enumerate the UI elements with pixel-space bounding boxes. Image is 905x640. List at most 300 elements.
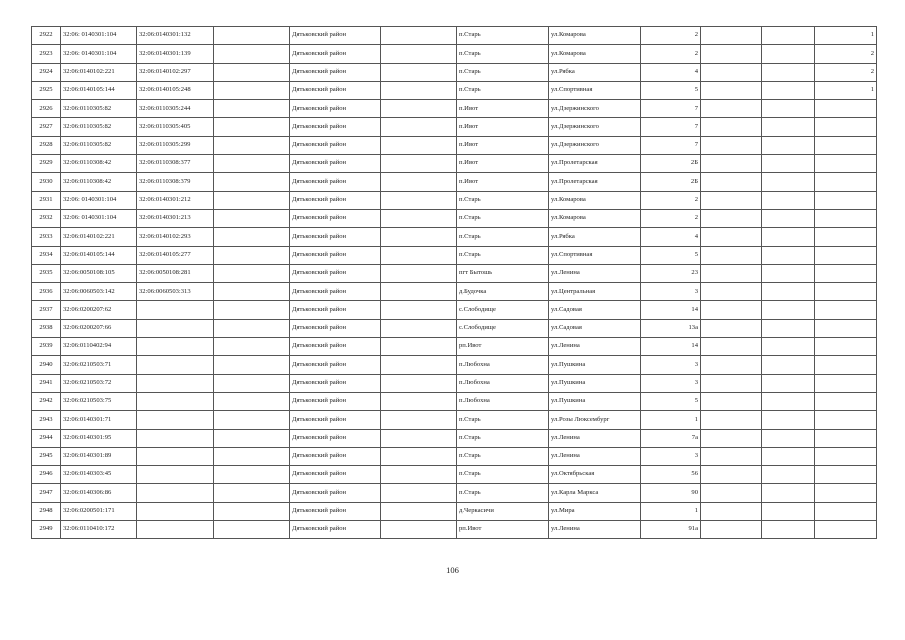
empty-cell xyxy=(381,246,457,264)
premises-cadastral-number-cell: 32:06:0060503:313 xyxy=(137,283,214,301)
empty-cell xyxy=(214,502,290,520)
district-cell: Дятьковский район xyxy=(290,136,381,154)
empty-cell xyxy=(381,173,457,191)
house-number-cell: 3 xyxy=(641,283,701,301)
locality-cell: п.Ивот xyxy=(457,118,549,136)
empty-cell xyxy=(381,81,457,99)
empty-cell xyxy=(214,246,290,264)
empty-cell xyxy=(701,301,762,319)
district-cell: Дятьковский район xyxy=(290,447,381,465)
empty-cell xyxy=(762,338,815,356)
locality-cell: п.Ивот xyxy=(457,173,549,191)
empty-cell xyxy=(214,27,290,45)
district-cell: Дятьковский район xyxy=(290,118,381,136)
premises-cadastral-number-cell xyxy=(137,319,214,337)
premises-cadastral-number-cell: 32:06:0110305:405 xyxy=(137,118,214,136)
district-cell: Дятьковский район xyxy=(290,191,381,209)
apartment-number-cell xyxy=(815,246,877,264)
locality-cell: рп.Ивот xyxy=(457,338,549,356)
empty-cell xyxy=(701,246,762,264)
empty-cell xyxy=(701,155,762,173)
house-number-cell: 14 xyxy=(641,301,701,319)
house-number-cell: 3 xyxy=(641,374,701,392)
premises-cadastral-number-cell xyxy=(137,502,214,520)
premises-cadastral-number-cell xyxy=(137,411,214,429)
house-number-cell: 2Б xyxy=(641,155,701,173)
locality-cell: п.Старь xyxy=(457,447,549,465)
cadastral-number-cell: 32:06:0210503:71 xyxy=(61,356,137,374)
empty-cell xyxy=(762,228,815,246)
cadastral-number-cell: 32:06:0140303:45 xyxy=(61,466,137,484)
locality-cell: п.Старь xyxy=(457,191,549,209)
house-number-cell: 1 xyxy=(641,411,701,429)
empty-cell xyxy=(214,264,290,282)
street-cell: ул.Ленина xyxy=(549,447,641,465)
apartment-number-cell xyxy=(815,155,877,173)
empty-cell xyxy=(381,45,457,63)
apartment-number-cell: 2 xyxy=(815,45,877,63)
locality-cell: п.Старь xyxy=(457,429,549,447)
empty-cell xyxy=(381,429,457,447)
row-number-cell: 2949 xyxy=(32,521,61,539)
empty-cell xyxy=(762,191,815,209)
cadastral-number-cell: 32:06:0200207:66 xyxy=(61,319,137,337)
empty-cell xyxy=(214,447,290,465)
district-cell: Дятьковский район xyxy=(290,338,381,356)
row-number-cell: 2922 xyxy=(32,27,61,45)
table-row xyxy=(32,521,877,539)
empty-cell xyxy=(381,392,457,410)
empty-cell xyxy=(701,100,762,118)
apartment-number-cell xyxy=(815,484,877,502)
locality-cell: п.Старь xyxy=(457,27,549,45)
house-number-cell: 13а xyxy=(641,319,701,337)
empty-cell xyxy=(214,173,290,191)
table-row xyxy=(32,155,877,173)
empty-cell xyxy=(701,283,762,301)
cadastral-number-cell: 32:06:0110308:42 xyxy=(61,173,137,191)
cadastral-number-cell: 32:06: 0140301:104 xyxy=(61,27,137,45)
empty-cell xyxy=(381,338,457,356)
table-row xyxy=(32,246,877,264)
empty-cell xyxy=(762,118,815,136)
empty-cell xyxy=(214,63,290,81)
street-cell: ул.Комарова xyxy=(549,45,641,63)
locality-cell: с.Слободище xyxy=(457,319,549,337)
locality-cell: п.Старь xyxy=(457,246,549,264)
street-cell: ул.Дзержинского xyxy=(549,100,641,118)
table-row xyxy=(32,374,877,392)
table-row xyxy=(32,301,877,319)
cadastral-number-cell: 32:06:0140301:71 xyxy=(61,411,137,429)
premises-cadastral-number-cell xyxy=(137,356,214,374)
district-cell: Дятьковский район xyxy=(290,356,381,374)
locality-cell: с.Слободище xyxy=(457,301,549,319)
apartment-number-cell: 2 xyxy=(815,63,877,81)
empty-cell xyxy=(214,100,290,118)
district-cell: Дятьковский район xyxy=(290,429,381,447)
cadastral-number-cell: 32:06:0110305:82 xyxy=(61,100,137,118)
empty-cell xyxy=(214,466,290,484)
house-number-cell: 5 xyxy=(641,81,701,99)
district-cell: Дятьковский район xyxy=(290,100,381,118)
premises-cadastral-number-cell xyxy=(137,466,214,484)
empty-cell xyxy=(214,319,290,337)
locality-cell: п.Старь xyxy=(457,81,549,99)
empty-cell xyxy=(214,136,290,154)
row-number-cell: 2926 xyxy=(32,100,61,118)
cadastral-number-cell: 32:06:0140102:221 xyxy=(61,63,137,81)
cadastral-number-cell: 32:06:0210503:72 xyxy=(61,374,137,392)
row-number-cell: 2923 xyxy=(32,45,61,63)
locality-cell: п.Старь xyxy=(457,63,549,81)
table-row xyxy=(32,392,877,410)
empty-cell xyxy=(381,155,457,173)
empty-cell xyxy=(381,136,457,154)
apartment-number-cell xyxy=(815,392,877,410)
house-number-cell: 7а xyxy=(641,429,701,447)
street-cell: ул.Комарова xyxy=(549,27,641,45)
page-number: 106 xyxy=(446,565,459,575)
apartment-number-cell xyxy=(815,100,877,118)
empty-cell xyxy=(762,45,815,63)
apartment-number-cell xyxy=(815,521,877,539)
empty-cell xyxy=(381,228,457,246)
premises-cadastral-number-cell: 32:06:0140102:297 xyxy=(137,63,214,81)
street-cell: ул.Спортивная xyxy=(549,81,641,99)
row-number-cell: 2948 xyxy=(32,502,61,520)
empty-cell xyxy=(214,356,290,374)
street-cell: ул.Ленина xyxy=(549,338,641,356)
house-number-cell: 3 xyxy=(641,447,701,465)
house-number-cell: 14 xyxy=(641,338,701,356)
table-row xyxy=(32,173,877,191)
cadastral-number-cell: 32:06:0140306:86 xyxy=(61,484,137,502)
premises-cadastral-number-cell: 32:06:0110308:377 xyxy=(137,155,214,173)
empty-cell xyxy=(701,264,762,282)
empty-cell xyxy=(762,502,815,520)
cadastral-number-cell: 32:06:0110308:42 xyxy=(61,155,137,173)
table-row xyxy=(32,319,877,337)
empty-cell xyxy=(214,301,290,319)
empty-cell xyxy=(701,45,762,63)
table-row xyxy=(32,191,877,209)
premises-cadastral-number-cell: 32:06:0140105:277 xyxy=(137,246,214,264)
row-number-cell: 2924 xyxy=(32,63,61,81)
street-cell: ул.Рябка xyxy=(549,228,641,246)
empty-cell xyxy=(214,228,290,246)
row-number-cell: 2941 xyxy=(32,374,61,392)
empty-cell xyxy=(381,502,457,520)
empty-cell xyxy=(762,319,815,337)
empty-cell xyxy=(381,411,457,429)
apartment-number-cell xyxy=(815,283,877,301)
empty-cell xyxy=(701,356,762,374)
empty-cell xyxy=(762,173,815,191)
row-number-cell: 2939 xyxy=(32,338,61,356)
apartment-number-cell xyxy=(815,118,877,136)
empty-cell xyxy=(701,338,762,356)
street-cell: ул.Пушкина xyxy=(549,356,641,374)
apartment-number-cell xyxy=(815,301,877,319)
street-cell: ул.Дзержинского xyxy=(549,136,641,154)
empty-cell xyxy=(762,283,815,301)
row-number-cell: 2932 xyxy=(32,209,61,227)
row-number-cell: 2936 xyxy=(32,283,61,301)
row-number-cell: 2940 xyxy=(32,356,61,374)
empty-cell xyxy=(381,521,457,539)
empty-cell xyxy=(701,392,762,410)
street-cell: ул.Пролетарская xyxy=(549,155,641,173)
street-cell: ул.Пушкина xyxy=(549,392,641,410)
street-cell: ул.Дзержинского xyxy=(549,118,641,136)
house-number-cell: 7 xyxy=(641,118,701,136)
premises-cadastral-number-cell: 32:06:0110308:379 xyxy=(137,173,214,191)
district-cell: Дятьковский район xyxy=(290,301,381,319)
district-cell: Дятьковский район xyxy=(290,283,381,301)
district-cell: Дятьковский район xyxy=(290,209,381,227)
table-row xyxy=(32,118,877,136)
empty-cell xyxy=(762,521,815,539)
house-number-cell: 4 xyxy=(641,228,701,246)
cadastral-number-cell: 32:06: 0140301:104 xyxy=(61,209,137,227)
empty-cell xyxy=(214,521,290,539)
street-cell: ул.Комарова xyxy=(549,209,641,227)
empty-cell xyxy=(762,155,815,173)
empty-cell xyxy=(214,374,290,392)
empty-cell xyxy=(381,356,457,374)
empty-cell xyxy=(381,301,457,319)
registry-table xyxy=(31,26,877,539)
cadastral-number-cell: 32:06:0200501:171 xyxy=(61,502,137,520)
apartment-number-cell: 1 xyxy=(815,81,877,99)
apartment-number-cell xyxy=(815,209,877,227)
district-cell: Дятьковский район xyxy=(290,27,381,45)
row-number-cell: 2929 xyxy=(32,155,61,173)
cadastral-number-cell: 32:06:0140105:144 xyxy=(61,81,137,99)
row-number-cell: 2935 xyxy=(32,264,61,282)
cadastral-number-cell: 32:06:0060503:142 xyxy=(61,283,137,301)
street-cell: ул.Октябрьская xyxy=(549,466,641,484)
premises-cadastral-number-cell xyxy=(137,374,214,392)
apartment-number-cell xyxy=(815,173,877,191)
district-cell: Дятьковский район xyxy=(290,228,381,246)
district-cell: Дятьковский район xyxy=(290,466,381,484)
locality-cell: п.Старь xyxy=(457,466,549,484)
premises-cadastral-number-cell: 32:06:0140301:132 xyxy=(137,27,214,45)
empty-cell xyxy=(762,392,815,410)
empty-cell xyxy=(762,466,815,484)
premises-cadastral-number-cell xyxy=(137,484,214,502)
empty-cell xyxy=(701,63,762,81)
premises-cadastral-number-cell: 32:06:0140102:293 xyxy=(137,228,214,246)
apartment-number-cell xyxy=(815,502,877,520)
table-row xyxy=(32,264,877,282)
row-number-cell: 2942 xyxy=(32,392,61,410)
street-cell: ул.Ленина xyxy=(549,521,641,539)
row-number-cell: 2943 xyxy=(32,411,61,429)
house-number-cell: 5 xyxy=(641,392,701,410)
empty-cell xyxy=(762,374,815,392)
table-row xyxy=(32,81,877,99)
apartment-number-cell xyxy=(815,411,877,429)
empty-cell xyxy=(762,136,815,154)
empty-cell xyxy=(381,63,457,81)
row-number-cell: 2947 xyxy=(32,484,61,502)
apartment-number-cell xyxy=(815,264,877,282)
empty-cell xyxy=(762,81,815,99)
cadastral-number-cell: 32:06: 0140301:104 xyxy=(61,45,137,63)
street-cell: ул.Пушкина xyxy=(549,374,641,392)
empty-cell xyxy=(701,411,762,429)
cadastral-number-cell: 32:06:0110305:82 xyxy=(61,118,137,136)
table-row xyxy=(32,411,877,429)
house-number-cell: 3 xyxy=(641,356,701,374)
table-row xyxy=(32,356,877,374)
street-cell: ул.Садовая xyxy=(549,319,641,337)
empty-cell xyxy=(701,173,762,191)
empty-cell xyxy=(214,45,290,63)
premises-cadastral-number-cell xyxy=(137,521,214,539)
table-row xyxy=(32,228,877,246)
house-number-cell: 7 xyxy=(641,136,701,154)
row-number-cell: 2928 xyxy=(32,136,61,154)
table-row xyxy=(32,484,877,502)
row-number-cell: 2945 xyxy=(32,447,61,465)
empty-cell xyxy=(381,264,457,282)
table-row xyxy=(32,209,877,227)
house-number-cell: 2 xyxy=(641,27,701,45)
apartment-number-cell xyxy=(815,374,877,392)
empty-cell xyxy=(381,374,457,392)
empty-cell xyxy=(381,27,457,45)
apartment-number-cell xyxy=(815,191,877,209)
cadastral-number-cell: 32:06: 0140301:104 xyxy=(61,191,137,209)
locality-cell: п.Старь xyxy=(457,228,549,246)
row-number-cell: 2925 xyxy=(32,81,61,99)
house-number-cell: 90 xyxy=(641,484,701,502)
premises-cadastral-number-cell xyxy=(137,338,214,356)
empty-cell xyxy=(701,484,762,502)
cadastral-number-cell: 32:06:0050108:105 xyxy=(61,264,137,282)
premises-cadastral-number-cell xyxy=(137,392,214,410)
empty-cell xyxy=(701,319,762,337)
row-number-cell: 2934 xyxy=(32,246,61,264)
district-cell: Дятьковский район xyxy=(290,521,381,539)
empty-cell xyxy=(381,209,457,227)
empty-cell xyxy=(214,191,290,209)
street-cell: ул.Ленина xyxy=(549,264,641,282)
empty-cell xyxy=(701,81,762,99)
apartment-number-cell xyxy=(815,429,877,447)
empty-cell xyxy=(701,27,762,45)
street-cell: ул.Спортивная xyxy=(549,246,641,264)
locality-cell: п.Старь xyxy=(457,209,549,227)
table-row xyxy=(32,429,877,447)
empty-cell xyxy=(701,118,762,136)
row-number-cell: 2931 xyxy=(32,191,61,209)
empty-cell xyxy=(381,466,457,484)
locality-cell: п.Любохна xyxy=(457,392,549,410)
table-row xyxy=(32,100,877,118)
empty-cell xyxy=(701,209,762,227)
apartment-number-cell xyxy=(815,338,877,356)
table-body xyxy=(32,27,877,539)
premises-cadastral-number-cell: 32:06:0110305:299 xyxy=(137,136,214,154)
house-number-cell: 2 xyxy=(641,209,701,227)
empty-cell xyxy=(762,63,815,81)
row-number-cell: 2930 xyxy=(32,173,61,191)
empty-cell xyxy=(381,447,457,465)
cadastral-number-cell: 32:06:0110410:172 xyxy=(61,521,137,539)
table-row xyxy=(32,136,877,154)
empty-cell xyxy=(214,338,290,356)
premises-cadastral-number-cell: 32:06:0140105:248 xyxy=(137,81,214,99)
street-cell: ул.Комарова xyxy=(549,191,641,209)
premises-cadastral-number-cell xyxy=(137,429,214,447)
empty-cell xyxy=(214,484,290,502)
empty-cell xyxy=(381,484,457,502)
cadastral-number-cell: 32:06:0140102:221 xyxy=(61,228,137,246)
district-cell: Дятьковский район xyxy=(290,155,381,173)
table-row xyxy=(32,27,877,45)
street-cell: ул.Садовая xyxy=(549,301,641,319)
street-cell: ул.Рябка xyxy=(549,63,641,81)
empty-cell xyxy=(762,356,815,374)
locality-cell: п.Старь xyxy=(457,45,549,63)
empty-cell xyxy=(701,466,762,484)
premises-cadastral-number-cell xyxy=(137,447,214,465)
empty-cell xyxy=(214,155,290,173)
empty-cell xyxy=(381,283,457,301)
empty-cell xyxy=(381,100,457,118)
house-number-cell: 5 xyxy=(641,246,701,264)
table-row xyxy=(32,283,877,301)
cadastral-number-cell: 32:06:0140301:95 xyxy=(61,429,137,447)
street-cell: ул.Центральная xyxy=(549,283,641,301)
premises-cadastral-number-cell: 32:06:0140301:212 xyxy=(137,191,214,209)
row-number-cell: 2938 xyxy=(32,319,61,337)
empty-cell xyxy=(381,118,457,136)
district-cell: Дятьковский район xyxy=(290,374,381,392)
street-cell: ул.Ленина xyxy=(549,429,641,447)
empty-cell xyxy=(701,374,762,392)
street-cell: ул.Мира xyxy=(549,502,641,520)
premises-cadastral-number-cell: 32:06:0050108:281 xyxy=(137,264,214,282)
street-cell: ул.Карла Маркса xyxy=(549,484,641,502)
cadastral-number-cell: 32:06:0110402:94 xyxy=(61,338,137,356)
house-number-cell: 7 xyxy=(641,100,701,118)
house-number-cell: 2 xyxy=(641,191,701,209)
empty-cell xyxy=(381,191,457,209)
empty-cell xyxy=(762,411,815,429)
empty-cell xyxy=(762,447,815,465)
empty-cell xyxy=(214,411,290,429)
row-number-cell: 2927 xyxy=(32,118,61,136)
locality-cell: п.Ивот xyxy=(457,155,549,173)
row-number-cell: 2944 xyxy=(32,429,61,447)
street-cell: ул.Пролетарская xyxy=(549,173,641,191)
empty-cell xyxy=(762,100,815,118)
empty-cell xyxy=(701,502,762,520)
empty-cell xyxy=(214,81,290,99)
apartment-number-cell: 1 xyxy=(815,27,877,45)
empty-cell xyxy=(701,521,762,539)
street-cell: ул.Розы Люксембург xyxy=(549,411,641,429)
cadastral-number-cell: 32:06:0140301:89 xyxy=(61,447,137,465)
table-row xyxy=(32,447,877,465)
district-cell: Дятьковский район xyxy=(290,411,381,429)
